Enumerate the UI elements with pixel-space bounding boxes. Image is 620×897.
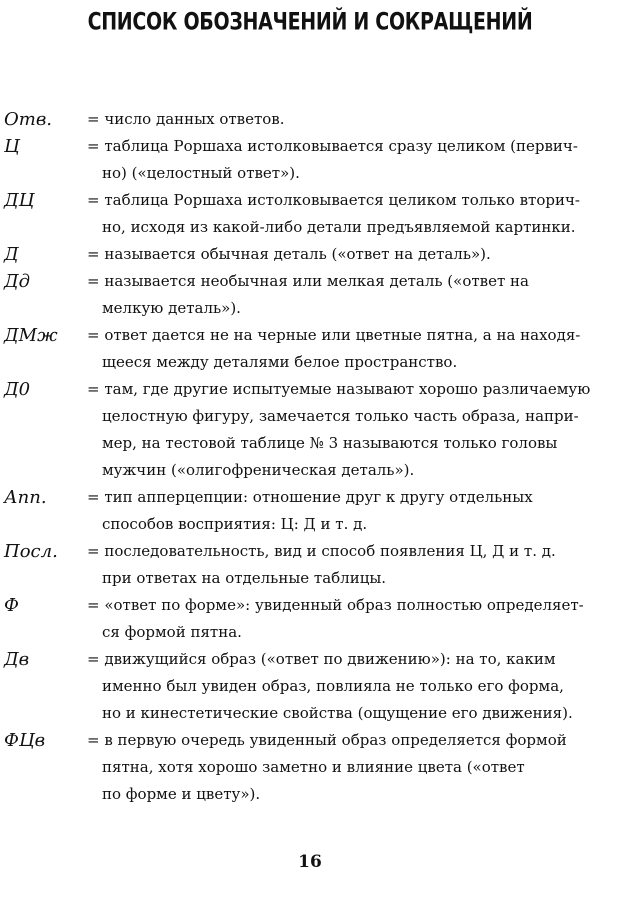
abbreviation-definition <box>87 592 607 646</box>
abbreviation-definition <box>87 484 607 538</box>
definition-line: целостную фигуру, замечается только часть образа, напри- <box>102 407 579 425</box>
abbreviation-definition <box>87 376 607 484</box>
definition-line: по форме и цвету»). <box>102 785 261 803</box>
definition-line: ся формой пятна. <box>102 623 242 641</box>
abbreviation-definition <box>87 268 607 322</box>
definition-line: при ответах на отдельные таблицы. <box>102 569 387 587</box>
definition-line: но) («целостный ответ»). <box>102 164 300 182</box>
abbreviation-definition <box>87 322 607 376</box>
definition-line: = движущийся образ («ответ по движению»): на то, каким <box>87 650 556 668</box>
definition-line: = «ответ по форме»: увиденный образ полностью определяет- <box>87 596 584 614</box>
definition-line: = число данных ответов. <box>87 110 285 128</box>
abbreviation-term: Дв <box>4 649 30 670</box>
definition-line: пятна, хотя хорошо заметно и влияние цвета («ответ <box>102 758 525 776</box>
abbreviation-term: Д <box>4 244 19 265</box>
definition-line: мер, на тестовой таблице № 3 называются только головы <box>102 434 558 452</box>
abbreviation-definition <box>87 646 607 727</box>
abbreviation-definition <box>87 187 607 241</box>
definition-line: именно был увиден образ, повлияла не только его форма, <box>102 677 564 695</box>
definition-line: = последовательность, вид и способ появления Ц, Д и т. д. <box>87 542 556 560</box>
definition-line: = там, где другие испытуемые называют хорошо различаемую <box>87 380 591 398</box>
abbreviation-definition <box>87 106 607 133</box>
abbreviation-term: Отв. <box>4 109 53 130</box>
definition-line: мелкую деталь»). <box>102 299 241 317</box>
definition-line: = называется необычная или мелкая деталь («ответ на <box>87 272 529 290</box>
abbreviation-term: ДМж <box>4 325 58 346</box>
definition-line: способов восприятия: Ц: Д и т. д. <box>102 515 368 533</box>
abbreviation-term: Ф <box>4 595 19 616</box>
definition-line: = таблица Роршаха истолковывается целиком только вторич- <box>87 191 580 209</box>
abbreviation-term: Дд <box>4 271 31 292</box>
abbreviation-definition <box>87 538 607 592</box>
definition-line: но, исходя из какой-либо детали предъявляемой картинки. <box>102 218 576 236</box>
abbreviation-term: Апп. <box>4 487 47 508</box>
abbreviation-term: ДЦ <box>4 190 35 211</box>
definition-line: = называется обычная деталь («ответ на деталь»). <box>87 245 491 263</box>
definition-line: но и кинестетические свойства (ощущение его движения). <box>102 704 573 722</box>
page-number: 16 <box>298 852 322 872</box>
abbreviation-term: Д0 <box>4 379 31 400</box>
abbreviation-term: Ц <box>4 136 20 157</box>
abbreviation-term: ФЦв <box>4 730 46 751</box>
definition-line: = тип апперцепции: отношение друг к другу отдельных <box>87 488 533 506</box>
abbreviation-term: Посл. <box>4 541 58 562</box>
definition-line: = ответ дается не на черные или цветные пятна, а на находя- <box>87 326 581 344</box>
definition-line: = таблица Роршаха истолковывается сразу целиком (первич- <box>87 137 578 155</box>
page-title: СПИСОК ОБОЗНАЧЕНИЙ И СОКРАЩЕНИЙ <box>87 8 533 36</box>
abbreviation-definition <box>87 727 607 808</box>
abbreviation-definition <box>87 133 607 187</box>
definition-line: мужчин («олигофреническая деталь»). <box>102 461 415 479</box>
definition-line: = в первую очередь увиденный образ определяется формой <box>87 731 567 749</box>
definition-line: щееся между деталями белое пространство. <box>102 353 458 371</box>
abbreviation-definition <box>87 241 607 268</box>
